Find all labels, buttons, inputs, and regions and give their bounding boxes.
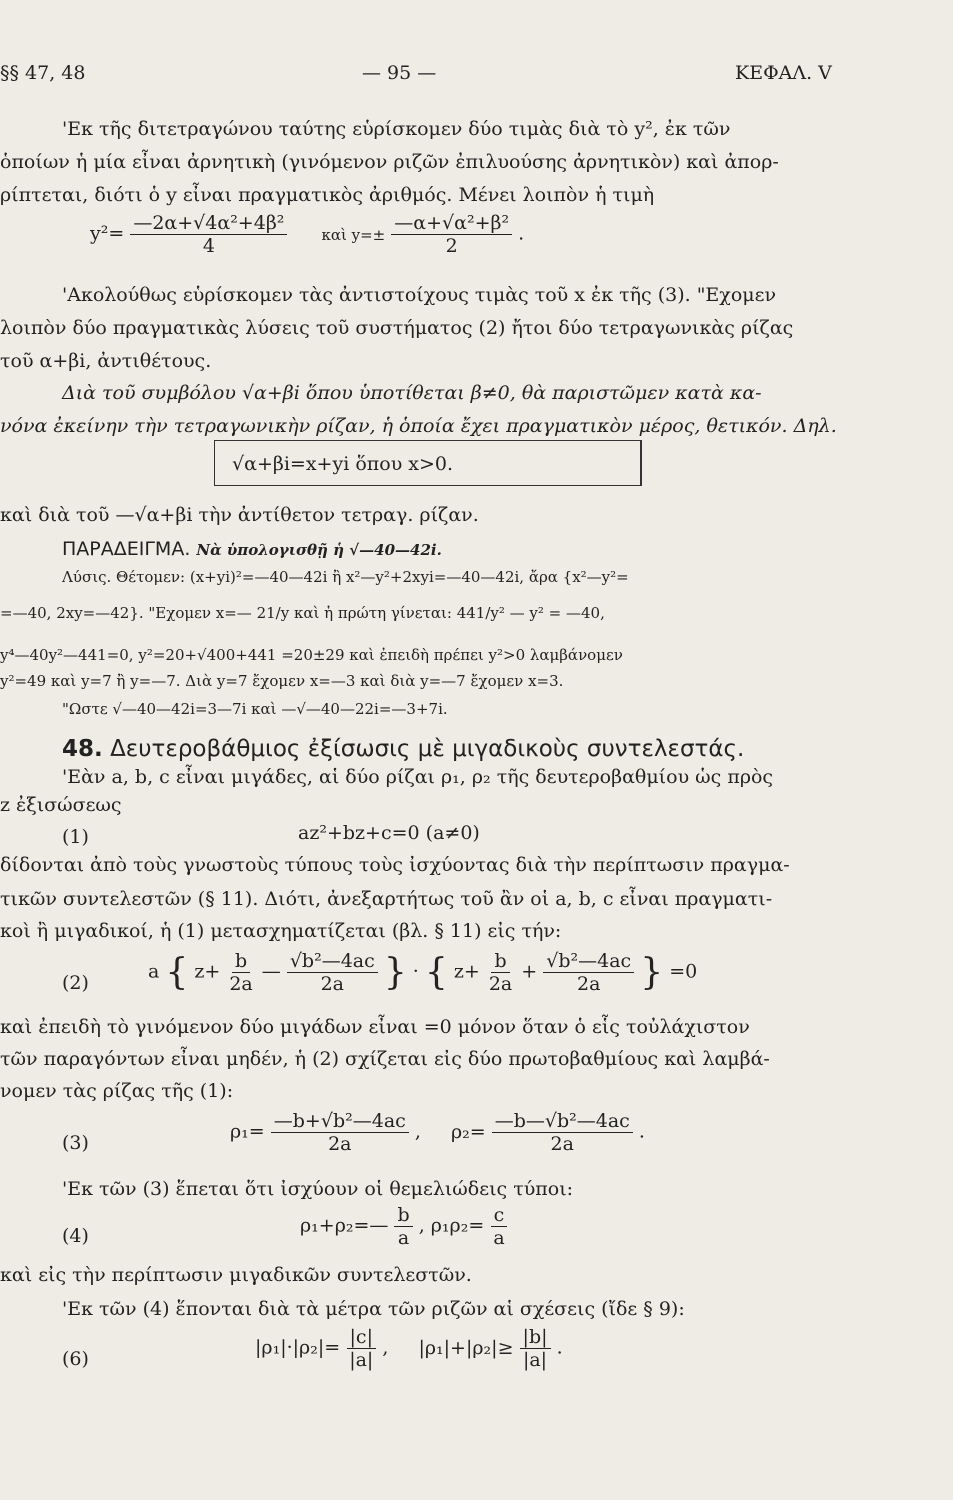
eq6-prod: |ρ₁|·|ρ₂|=: [255, 1336, 341, 1359]
equation-2: [148, 950, 697, 995]
text-line: τικῶν συντελεστῶν (§ 11). Διότι, ἀνεξαρτήτως τοῦ ἂν οἱ a, b, c εἶναι πραγματι-: [0, 888, 773, 910]
text-line: δίδονται ἀπὸ τοὺς γνωστοὺς τύπους τοὺς ἰσχύοντας διὰ τὴν περίπτωσιν πραγμα-: [0, 854, 790, 876]
eq4-a2: a: [493, 1227, 505, 1249]
equation-4: [300, 1204, 508, 1249]
eq2-root2-den: 2a: [577, 973, 601, 995]
eq-lhs: y²=: [90, 222, 125, 245]
eq-numerator-2: —α+√α²+β²: [391, 212, 512, 235]
equation-1: az²+bz+c=0 (a≠0): [298, 822, 480, 844]
text-line: ὁποίων ἡ μία εἶναι ἀρνητικὴ (γινόμενον ριζῶν ἐπιλυούσης ἀρνητικὸν) καὶ ἀπορ-: [0, 151, 779, 173]
example-line: =—40, 2xy=—42}. "Εχομεν x=— 21/y καὶ ἡ πρώτη γίνεται: 441/y² — y² = —40,: [0, 604, 605, 622]
eq2-fraction-root2: [543, 950, 634, 995]
example-line: Λύσις. Θέτομεν: (x+yi)²=—40—42i ἢ x²—y²+2xyi=—40—42i, ἄρα {x²—y²=: [62, 568, 629, 586]
eq2-fraction-b2: [486, 950, 515, 995]
left-brace-icon: {: [165, 952, 189, 993]
eq2-b-den: 2a: [229, 973, 253, 995]
eq6-a: |a|: [349, 1349, 374, 1371]
eq-denominator: 4: [202, 235, 215, 257]
example-heading: [62, 540, 858, 559]
eq6-fraction-b: [520, 1326, 551, 1371]
eq6-end: .: [556, 1336, 563, 1359]
section-48-heading: [62, 736, 744, 762]
eq2-root2-num: √b²—4ac: [543, 950, 634, 973]
eq4-a: a: [397, 1227, 410, 1249]
eq3-rho2: ρ₂=: [450, 1120, 486, 1143]
eq6-comma: ,: [382, 1336, 389, 1359]
eq6-fraction-c: [346, 1326, 376, 1371]
text-line: 'Εκ τῶν (3) ἕπεται ὅτι ἰσχύουν οἱ θεμελιώδεις τύποι:: [62, 1178, 574, 1200]
text-line: τῶν παραγόντων εἶναι μηδέν, ἡ (2) σχίζεται εἰς δύο πρωτοβαθμίους καὶ λαμβά-: [0, 1048, 770, 1070]
text-line: καὶ διὰ τοῦ —√α+βi τὴν ἀντίθετον τετραγ. ρίζαν.: [0, 504, 479, 526]
eq4-fraction-b: [394, 1204, 412, 1249]
section-title: Δευτεροβάθμιος ἐξίσωσις μὲ μιγαδικοὺς συντελεστάς.: [110, 736, 745, 762]
eq2-b-num: b: [232, 950, 250, 973]
eq2-fraction-root: [287, 950, 378, 995]
text-line: Διὰ τοῦ συμβόλου √α+βi ὅπου ὑποτίθεται β≠0, θὰ παριστῶμεν κατὰ κα-: [62, 382, 762, 404]
eq3-end: .: [638, 1120, 645, 1143]
eq-fraction: [130, 212, 287, 257]
equation-label-2: (2): [62, 972, 89, 994]
example-task: Νὰ ὑπολογισθῇ ἡ √—40—42i.: [196, 541, 442, 559]
eq4-sum: ρ₁+ρ₂=—: [300, 1214, 389, 1237]
example-line: y²=49 καὶ y=7 ἢ y=—7. Διὰ y=7 ἔχομεν x=—3 καὶ διὰ y=—7 ἔχομεν x=3.: [0, 672, 564, 690]
example-title: ΠΑΡΑΔΕΙΓΜΑ.: [62, 538, 191, 560]
right-brace-icon: }: [383, 952, 407, 993]
text-line: νόνα ἐκείνην τὴν τετραγωνικὴν ρίζαν, ἡ ὁποία ἔχει πραγματικὸν μέρος, θετικόν. Δηλ.: [0, 415, 837, 437]
header-chapter: ΚΕΦΑΛ. V: [735, 62, 832, 84]
eq6-a2: |a|: [522, 1349, 548, 1371]
eq2-z2: z+: [453, 960, 480, 983]
text-line: τοῦ α+βi, ἀντιθέτους.: [0, 350, 212, 372]
eq2-minus: —: [261, 960, 281, 983]
eq2-b2-den: 2a: [488, 973, 513, 995]
text-line: 'Εὰν a, b, c εἶναι μιγάδες, αἱ δύο ρίζαι ρ₁, ρ₂ τῆς δευτεροβαθμίου ὡς πρὸς: [62, 766, 774, 788]
eq-denominator-2: 2: [445, 235, 458, 257]
text-line: κοὶ ἢ μιγαδικοί, ἡ (1) μετασχηματίζεται (βλ. § 11) εἰς τήν:: [0, 920, 562, 942]
eq3-comma: ,: [414, 1120, 421, 1143]
left-brace-icon: {: [424, 952, 448, 993]
eq3-den1: 2a: [328, 1133, 352, 1155]
equation-label-3: (3): [62, 1132, 89, 1154]
text-line: καὶ εἰς τὴν περίπτωσιν μιγαδικῶν συντελεστῶν.: [0, 1264, 472, 1286]
eq3-num1: —b+√b²—4ac: [271, 1110, 409, 1133]
eq2-a: a: [148, 960, 160, 983]
eq3-den2: 2a: [550, 1133, 574, 1155]
eq2-root-den: 2a: [320, 973, 345, 995]
text-line: 'Εκ τῶν (4) ἕπονται διὰ τὰ μέτρα τῶν ριζῶν αἱ σχέσεις (ἴδε § 9):: [62, 1298, 685, 1320]
eq4-c: c: [491, 1204, 508, 1227]
eq2-b2-num: b: [491, 950, 509, 973]
equation-label-6: (6): [62, 1348, 89, 1370]
header-section-ref: §§ 47, 48: [0, 62, 86, 84]
boxed-definition: √α+βi=x+yi ὅπου x>0.: [232, 453, 454, 475]
eq4-fraction-c: [490, 1204, 507, 1249]
eq2-dot: ·: [412, 960, 419, 983]
eq-fraction-2: [391, 212, 512, 257]
example-line: "Ωστε √—40—42i=3—7i καὶ —√—40—22i=—3+7i.: [62, 700, 448, 718]
eq3-num2: —b—√b²—4ac: [492, 1110, 633, 1133]
eq6-b: |b|: [520, 1326, 551, 1349]
text-line: νομεν τὰς ρίζας τῆς (1):: [0, 1080, 234, 1102]
eq3-fraction-1: [271, 1110, 409, 1155]
text-line: z ἐξισώσεως: [0, 794, 122, 816]
equation-6: [255, 1326, 563, 1371]
eq6-c: |c|: [347, 1326, 376, 1349]
equation-3: [230, 1110, 645, 1155]
equation-label-4: (4): [62, 1225, 89, 1247]
eq2-z: z+: [194, 960, 221, 983]
example-line: y⁴—40y²—441=0, y²=20+√400+441 =20±29 καὶ ἐπειδὴ πρέπει y²>0 λαμβάνομεν: [0, 646, 623, 664]
right-brace-icon: }: [640, 952, 664, 993]
eq4-prod: , ρ₁ρ₂=: [418, 1214, 485, 1237]
eq2-root-num: √b²—4ac: [287, 950, 378, 973]
eq6-sum: |ρ₁|+|ρ₂|≥: [418, 1336, 514, 1359]
eq3-fraction-2: [492, 1110, 633, 1155]
eq-end: .: [518, 222, 525, 245]
header-page-number: — 95 —: [362, 62, 437, 84]
text-line: ρίπτεται, διότι ὁ y εἶναι πραγματικὸς ἀριθμός. Μένει λοιπὸν ἡ τιμὴ: [0, 184, 655, 206]
text-line: 'Ακολούθως εὑρίσκομεν τὰς ἀντιστοίχους τιμὰς τοῦ x ἐκ τῆς (3). "Εχομεν: [62, 284, 776, 306]
eq4-b: b: [394, 1204, 412, 1227]
eq2-plus: +: [521, 960, 538, 983]
equation-label-1: (1): [62, 826, 89, 848]
eq-mid: καὶ y=±: [321, 225, 386, 244]
text-line: καὶ ἐπειδὴ τὸ γινόμενον δύο μιγάδων εἶναι =0 μόνον ὅταν ὁ εἷς τοὐλάχιστον: [0, 1016, 750, 1038]
section-number: 48.: [62, 736, 103, 762]
text-line: 'Εκ τῆς διτετραγώνου ταύτης εὑρίσκομεν δύο τιμὰς διὰ τὸ y², ἐκ τῶν: [62, 118, 731, 140]
eq2-fraction-b: [226, 950, 255, 995]
eq3-rho1: ρ₁=: [230, 1120, 265, 1143]
text-line: λοιπὸν δύο πραγματικὰς λύσεις τοῦ συστήματος (2) ἤτοι δύο τετραγωνικὰς ρίζας: [0, 317, 794, 339]
eq-numerator: —2α+√4α²+4β²: [130, 212, 287, 235]
equation-y-squared: [90, 212, 524, 257]
eq2-eq0: =0: [669, 960, 698, 983]
